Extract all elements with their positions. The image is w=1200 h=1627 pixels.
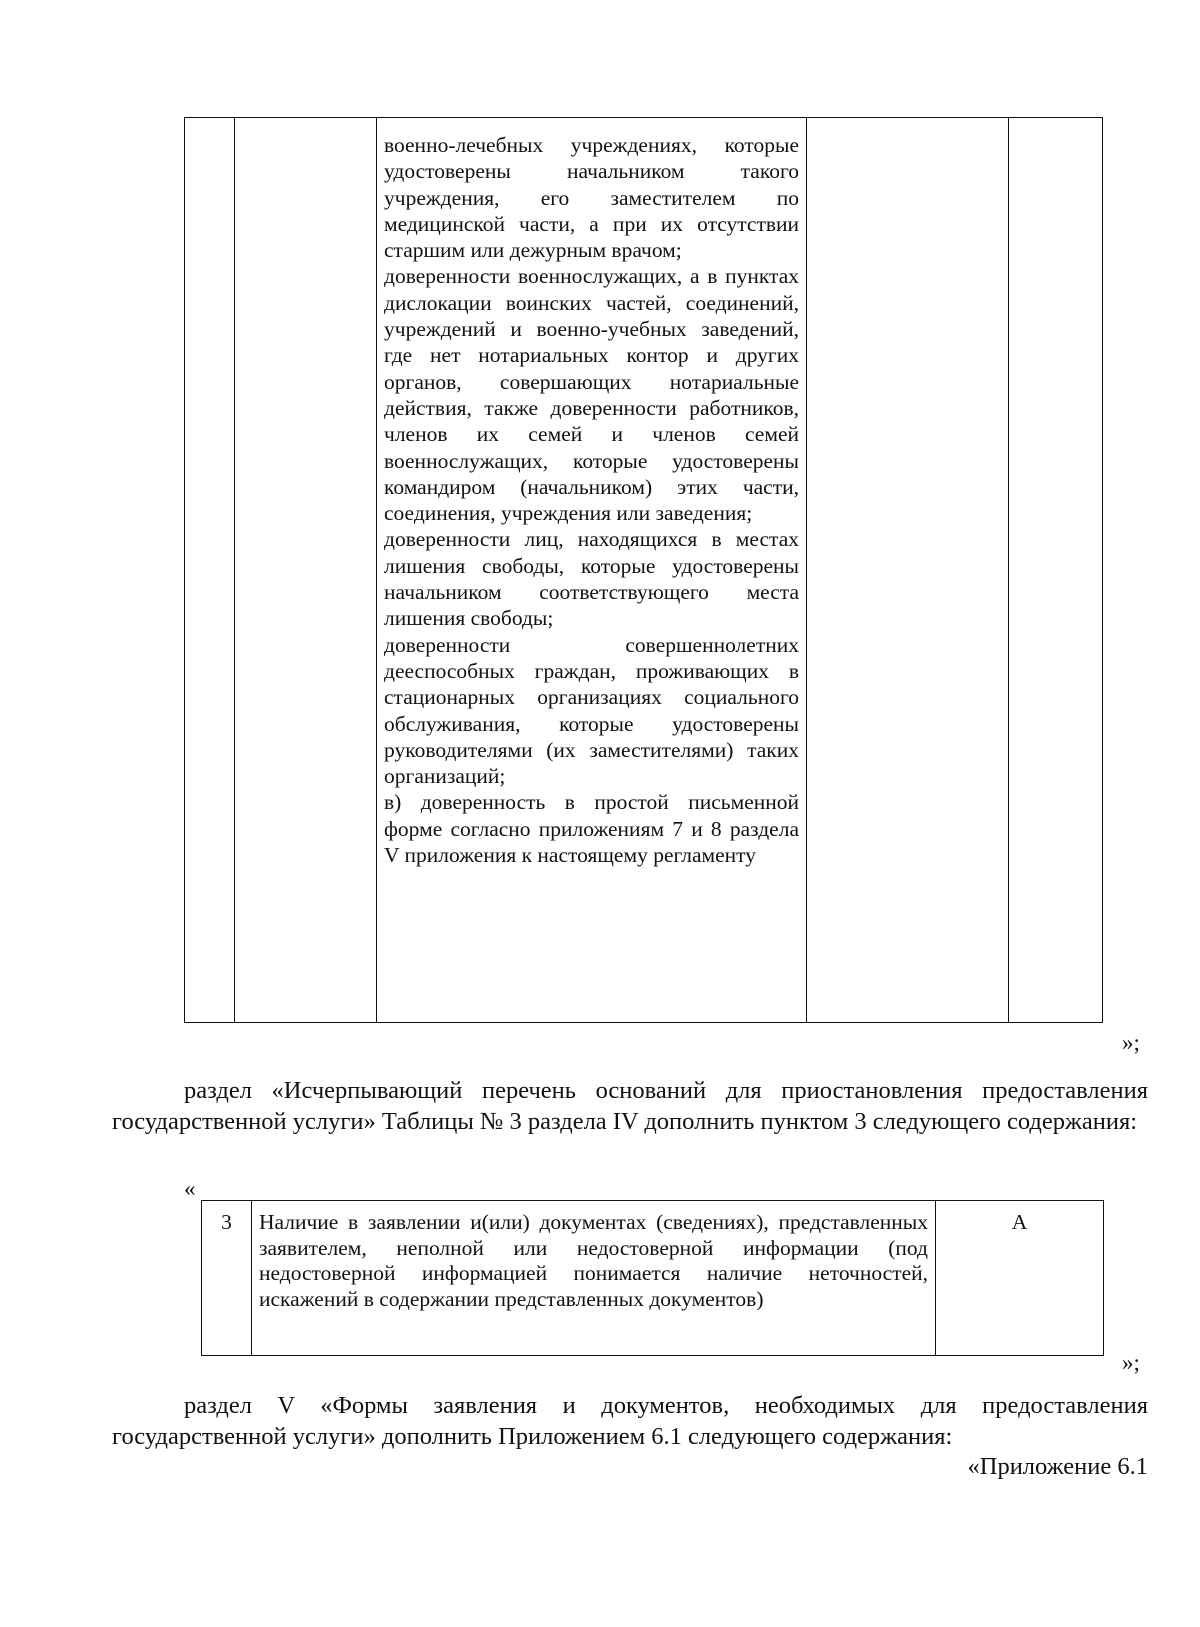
documents-paragraph-1: военно-лечебных учреждениях, которые удостоверены начальником такого учреждения, его заместителем по медицинской части, а при их отсутствии старшим или дежурным врачом; [384, 133, 799, 263]
amendment-paragraph-1: раздел «Исчерпывающий перечень оснований для приостановления предоставления государственной услуги» Таблицы № 3 раздела IV дополнить пунктом 3 следующего содержания: [112, 1077, 1148, 1135]
documents-paragraph-3: доверенности лиц, находящихся в местах лишения свободы, которые удостоверены начальником соответствующего места лишения свободы; [384, 527, 799, 631]
table-row [185, 118, 1103, 1023]
grounds-number: 3 [202, 1201, 252, 1356]
documents-paragraph-4: доверенности совершеннолетних дееспособных граждан, проживающих в стационарных организациях социального обслуживания, которые удостоверены руководителями (их заместителями) таких организаций; [384, 632, 799, 789]
table-cell-extra [1009, 118, 1103, 1023]
opening-quote: « [184, 1176, 196, 1201]
table-cell-number [185, 118, 235, 1023]
documents-paragraph-2: доверенности военнослужащих, а в пунктах дислокации воинских частей, соединений, учреждений и военно-учебных заведений, где нет нотариальных контор и других органов, совершающих нотариальные действия, также доверенности работников, членов их семей и членов семей военнослужащих, которые удостоверены командиром (начальником) этих части, соединения, учреждения или заведения; [384, 264, 799, 526]
closing-quote-2: »; [1122, 1350, 1140, 1375]
amendment-paragraph-2: раздел V «Формы заявления и документов, необходимых для предоставления государственной услуги» дополнить Приложением 6.1 следующего содержания: [112, 1392, 1148, 1450]
grounds-table [201, 1200, 1104, 1356]
documents-paragraph-5: в) доверенность в простой письменной форме согласно приложениям 7 и 8 раздела V приложения к настоящему регламенту [384, 790, 799, 868]
table-row [202, 1201, 1104, 1356]
closing-quote-1: »; [1122, 1030, 1140, 1055]
grounds-code: А [936, 1201, 1104, 1356]
appendix-label: «Приложение 6.1 [967, 1453, 1148, 1480]
table-cell-requirements [807, 118, 1009, 1023]
grounds-description: Наличие в заявлении и(или) документах (сведениях), представленных заявителем, неполной или недостоверной информации (под недостоверной информацией понимается наличие неточностей, искажений в содержании представленных документов) [252, 1201, 936, 1356]
table-cell-name [235, 118, 377, 1023]
table-continuation [184, 117, 1103, 1023]
table-cell-documents [377, 118, 807, 1023]
